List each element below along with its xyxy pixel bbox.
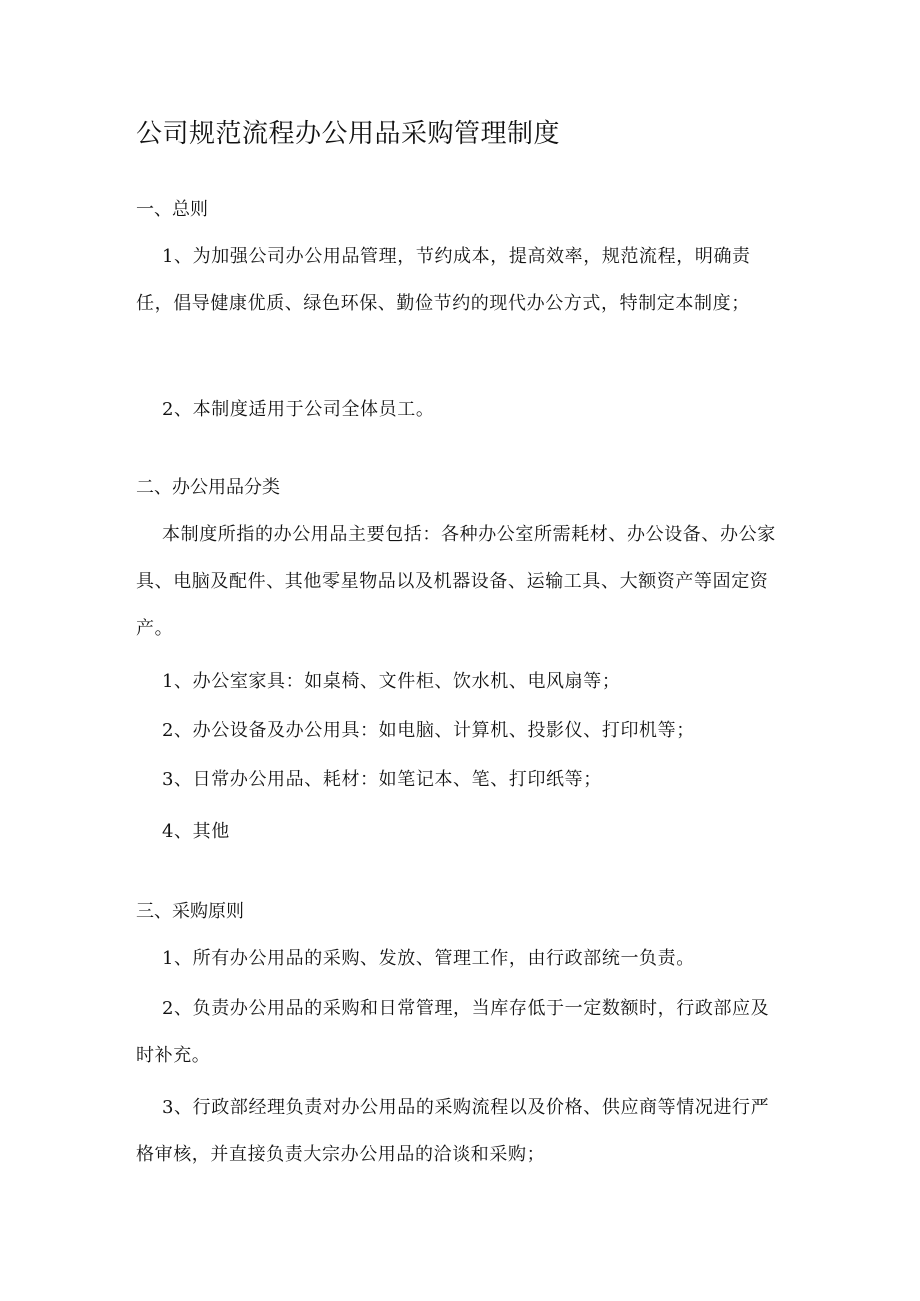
document-title: 公司规范流程办公用品采购管理制度 bbox=[136, 119, 561, 149]
paragraph-principles-3: 3、行政部经理负责对办公用品的采购流程以及价格、供应商等情况进行严格审核，并直接负责大宗办公用品的洽谈和采购； bbox=[136, 1097, 770, 1165]
section-heading-classification: 二、办公用品分类 bbox=[136, 477, 280, 498]
paragraph-principles-1: 1、所有办公用品的采购、发放、管理工作，由行政部统一负责。 bbox=[162, 948, 695, 969]
paragraph-classification-3: 3、日常办公用品、耗材：如笔记本、笔、打印纸等； bbox=[162, 769, 602, 790]
paragraph-principles-2: 2、负责办公用品的采购和日常管理，当库存低于一定数额时，行政部应及时补充。 bbox=[136, 998, 770, 1066]
paragraph-classification-intro: 本制度所指的办公用品主要包括：各种办公室所需耗材、办公设备、办公家具、电脑及配件、其他零星物品以及机器设备、运输工具、大额资产等固定资产。 bbox=[136, 524, 776, 639]
paragraph-classification-4: 4、其他 bbox=[162, 821, 230, 842]
paragraph-classification-2: 2、办公设备及办公用具：如电脑、计算机、投影仪、打印机等； bbox=[162, 720, 695, 741]
section-heading-principles: 三、采购原则 bbox=[136, 901, 244, 922]
paragraph-general-2: 2、本制度适用于公司全体员工。 bbox=[162, 399, 435, 420]
paragraph-classification-1: 1、办公室家具：如桌椅、文件柜、饮水机、电风扇等； bbox=[162, 671, 621, 692]
section-heading-general: 一、总则 bbox=[136, 199, 208, 220]
paragraph-general-1: 1、为加强公司办公用品管理，节约成本，提高效率，规范流程，明确责任，倡导健康优质、绿色环保、勤俭节约的现代办公方式，特制定本制度； bbox=[136, 246, 751, 314]
